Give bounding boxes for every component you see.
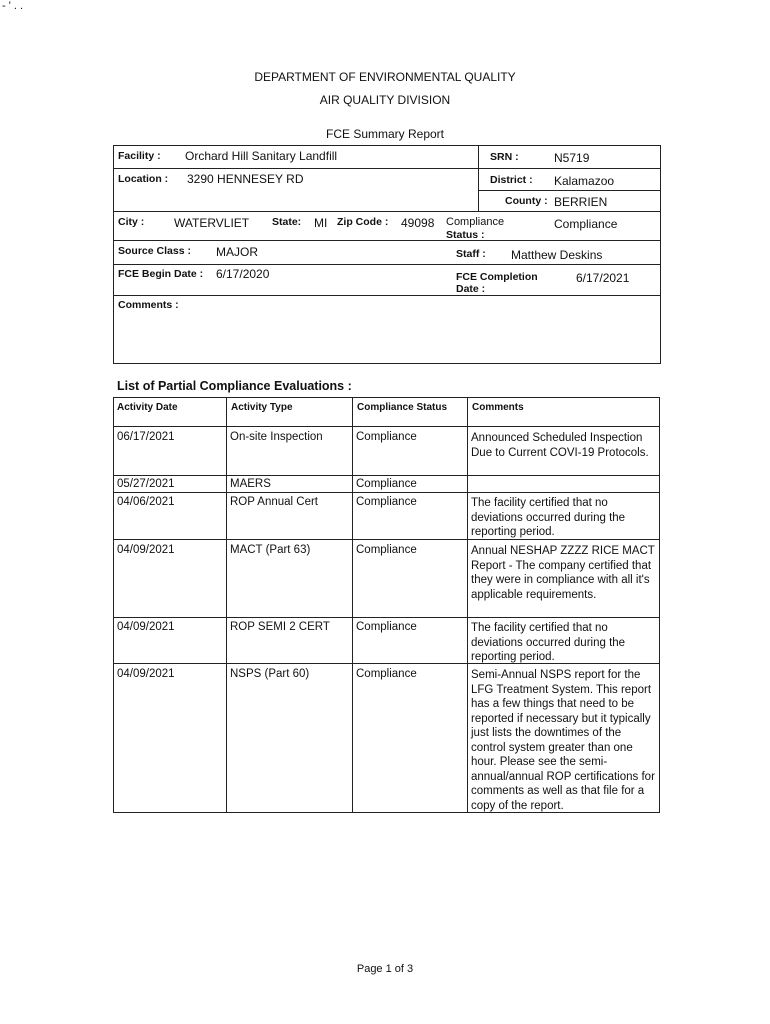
city-label: City :: [118, 216, 145, 228]
location-value: 3290 HENNESEY RD: [187, 172, 304, 186]
district-label: District :: [490, 174, 533, 186]
row-type: ROP SEMI 2 CERT: [230, 621, 330, 633]
compliance-status-label: Status :: [446, 229, 485, 241]
col-header-activity-date: Activity Date: [117, 402, 178, 413]
department-heading: DEPARTMENT OF ENVIRONMENTAL QUALITY: [254, 70, 516, 84]
staff-value: Matthew Deskins: [511, 248, 603, 262]
fce-begin-value: 6/17/2020: [216, 267, 270, 281]
row-status: Compliance: [356, 496, 417, 508]
row-comments: Announced Scheduled Inspection Due to Current COVI-19 Protocols.: [471, 432, 649, 459]
source-class-value: MAJOR: [216, 245, 258, 259]
row-type: On-site Inspection: [230, 431, 323, 443]
row-status: Compliance: [356, 478, 417, 490]
location-label: Location :: [118, 173, 169, 185]
staff-label: Staff :: [456, 248, 486, 260]
compliance-value: Compliance: [554, 217, 618, 231]
page-number: Page 1 of 3: [356, 963, 414, 975]
row-type: MACT (Part 63): [230, 544, 311, 556]
facility-label: Facility :: [118, 150, 161, 162]
fce-completion-label: FCE Completion: [456, 271, 538, 283]
row-status: Compliance: [356, 668, 417, 680]
row-status: Compliance: [356, 431, 417, 443]
state-label: State:: [272, 216, 302, 228]
row-comments: The facility certified that no deviations occurred during the reporting period.: [471, 497, 626, 538]
row-date: 04/06/2021: [117, 496, 175, 508]
fce-begin-label: FCE Begin Date :: [118, 268, 204, 280]
srn-label: SRN :: [490, 151, 519, 163]
state-value: MI: [314, 216, 328, 230]
row-status: Compliance: [356, 621, 417, 633]
row-type: ROP Annual Cert: [230, 496, 319, 508]
compliance-label: Compliance: [446, 216, 505, 228]
division-heading: AIR QUALITY DIVISION: [319, 93, 451, 107]
col-header-compliance-status: Compliance Status: [357, 402, 448, 413]
row-status: Compliance: [356, 544, 417, 556]
pce-section-title: List of Partial Compliance Evaluations :: [117, 379, 352, 393]
source-class-label: Source Class :: [118, 245, 191, 257]
row-date: 04/09/2021: [117, 621, 175, 633]
row-comments: Annual NESHAP ZZZZ RICE MACT Report - The company certified that they were in compliance with all it's applicable requirements.: [471, 545, 655, 601]
row-date: 04/09/2021: [117, 544, 175, 556]
city-value: WATERVLIET: [174, 216, 250, 230]
row-type: NSPS (Part 60): [230, 668, 310, 680]
scan-marks: - ' . .: [2, 0, 24, 12]
zip-label: Zip Code :: [337, 216, 389, 228]
col-header-activity-type: Activity Type: [231, 402, 293, 413]
row-date: 05/27/2021: [117, 478, 175, 490]
county-value: BERRIEN: [554, 195, 608, 209]
fce-completion-date-label: Date :: [456, 283, 486, 295]
district-value: Kalamazoo: [554, 174, 615, 188]
comments-label: Comments :: [118, 299, 179, 311]
col-header-comments: Comments: [472, 402, 524, 413]
srn-value: N5719: [554, 151, 590, 165]
row-date: 04/09/2021: [117, 668, 175, 680]
row-type: MAERS: [230, 478, 271, 490]
row-date: 06/17/2021: [117, 431, 175, 443]
row-comments: The facility certified that no deviations occurred during the reporting period.: [471, 622, 626, 663]
facility-value: Orchard Hill Sanitary Landfill: [185, 149, 338, 163]
row-comments: Semi-Annual NSPS report for the LFG Treatment System. This report has a few things that need to be reported if necessary but it typically just lists the downtimes of the control system greater than one hour. Please see the semi-annual/annual ROP certifications for comments as well as that file for a copy of the report.: [471, 669, 655, 812]
report-title: FCE Summary Report: [325, 127, 445, 141]
county-label: County :: [505, 195, 548, 207]
zip-value: 49098: [401, 216, 435, 230]
fce-completion-value: 6/17/2021: [576, 271, 630, 285]
